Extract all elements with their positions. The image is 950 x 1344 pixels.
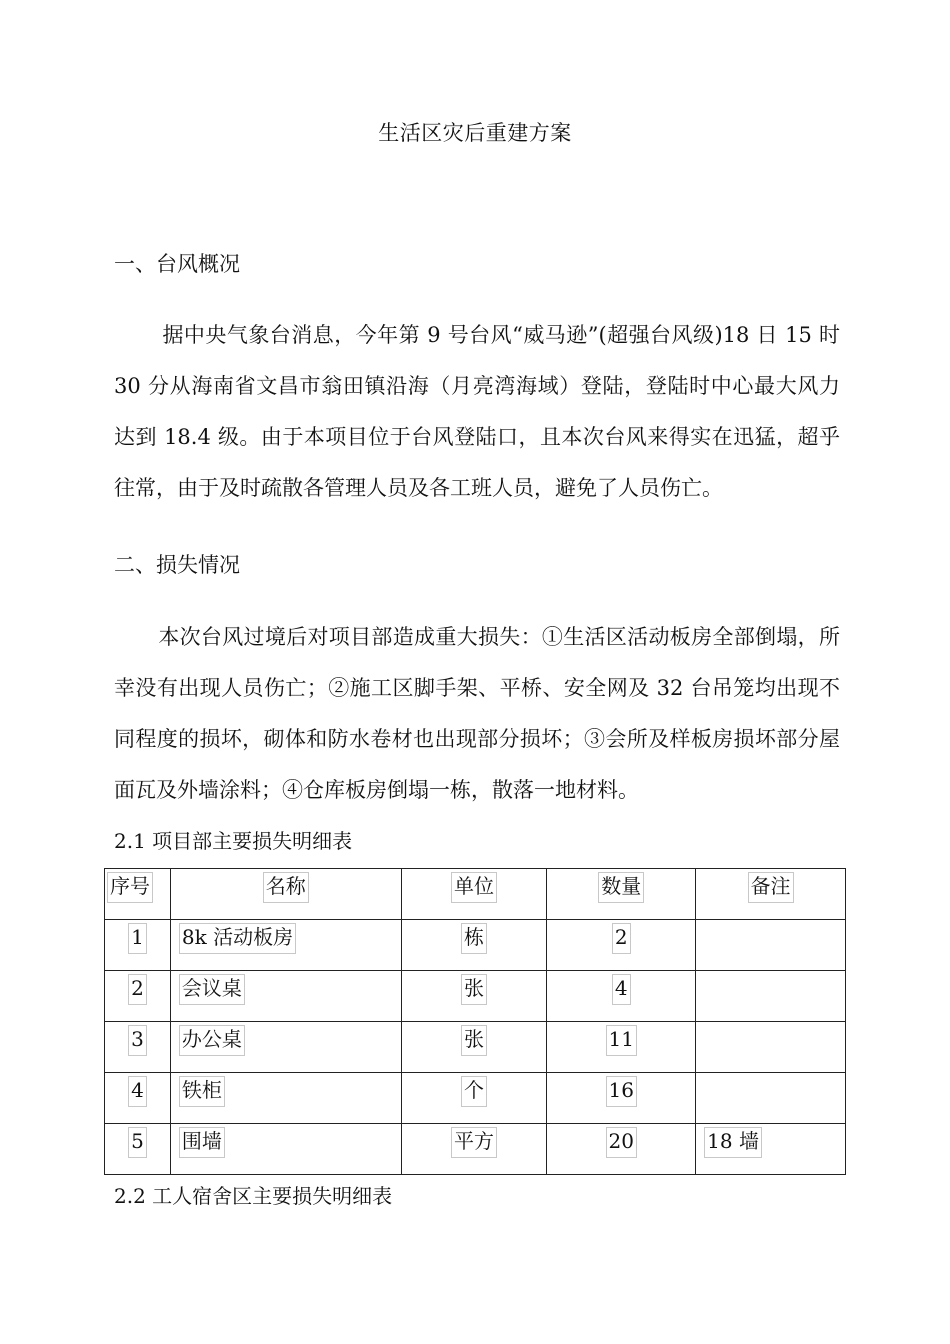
cell-remark (696, 1073, 846, 1124)
table-row (105, 920, 846, 971)
table-row (105, 1073, 846, 1124)
cell-quantity: 11 (547, 1022, 696, 1073)
section-paragraph-loss (114, 612, 840, 816)
section-heading-typhoon-overview: 一、台风概况 (114, 252, 240, 276)
cell-remark (696, 920, 846, 971)
table1-caption: 2.1 项目部主要损失明细表 (114, 829, 353, 853)
loss-detail-table (104, 868, 846, 1175)
paragraph-text: 本次台风过境后对项目部造成重大损失：①生活区活动板房全部倒塌，所幸没有出现人员伤亡；②施工区脚手架、平桥、安全网及 32 台吊笼均出现不同程度的损坏，砌体和防水卷材也出现部分损坏；③会所及样板房损坏部分屋面瓦及外墙涂料；④仓库板房倒塌一栋，散落一地材料。 (114, 625, 840, 802)
cell-remark: 18 墙 (696, 1124, 846, 1175)
cell-unit: 张 (401, 971, 547, 1022)
cell-index: 4 (105, 1073, 171, 1124)
cell-name: 铁柜 (170, 1073, 401, 1124)
cell-unit: 栋 (401, 920, 547, 971)
cell-name: 围墙 (170, 1124, 401, 1175)
table2-caption: 2.2 工人宿舍区主要损失明细表 (114, 1184, 393, 1208)
cell-unit: 平方 (401, 1124, 547, 1175)
cell-index: 3 (105, 1022, 171, 1073)
cell-name: 办公桌 (170, 1022, 401, 1073)
table-row (105, 1124, 846, 1175)
header-cell-name: 名称 (170, 869, 401, 920)
cell-name: 8k 活动板房 (170, 920, 401, 971)
cell-quantity: 20 (547, 1124, 696, 1175)
section-heading-loss: 二、损失情况 (114, 553, 240, 577)
cell-index: 1 (105, 920, 171, 971)
table-row (105, 1022, 846, 1073)
table-header-row (105, 869, 846, 920)
table-row (105, 971, 846, 1022)
header-cell-quantity: 数量 (547, 869, 696, 920)
cell-unit: 张 (401, 1022, 547, 1073)
document-title: 生活区灾后重建方案 (378, 121, 572, 145)
cell-quantity: 16 (547, 1073, 696, 1124)
cell-quantity: 4 (547, 971, 696, 1022)
header-cell-index: 序号 (105, 869, 171, 920)
cell-index: 2 (105, 971, 171, 1022)
cell-remark (696, 1022, 846, 1073)
cell-quantity: 2 (547, 920, 696, 971)
header-cell-unit: 单位 (401, 869, 547, 920)
header-cell-remark: 备注 (696, 869, 846, 920)
paragraph-text: 据中央气象台消息，今年第 9 号台风“威马逊”(超强台风级)18 日 15 时 30 分从海南省文昌市翁田镇沿海（月亮湾海域）登陆，登陆时中心最大风力达到 18.4 级。由于本项目位于台风登陆口，且本次台风来得实在迅猛，超乎往常，由于及时疏散各管理人员及各工班人员，避免了人员伤亡。 (114, 323, 840, 500)
cell-index: 5 (105, 1124, 171, 1175)
section-paragraph-typhoon-overview (114, 310, 840, 514)
cell-remark (696, 971, 846, 1022)
cell-unit: 个 (401, 1073, 547, 1124)
cell-name: 会议桌 (170, 971, 401, 1022)
